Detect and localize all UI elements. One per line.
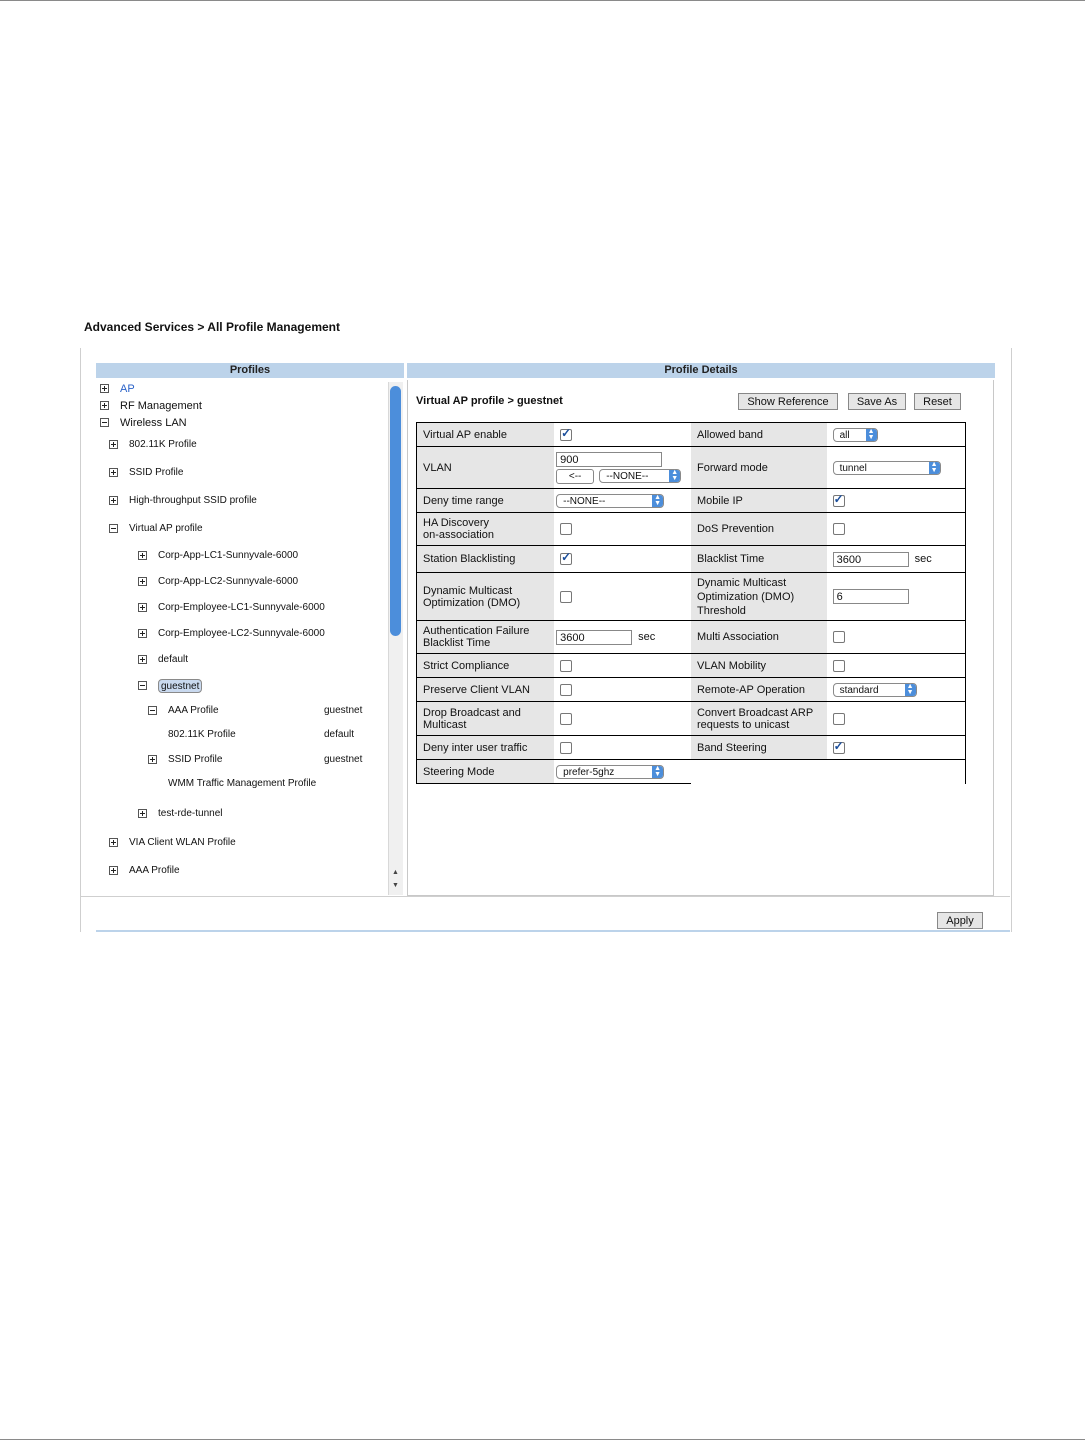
preserve-client-vlan-checkbox[interactable]: [560, 684, 572, 696]
preserve-client-vlan-label: Preserve Client VLAN: [417, 678, 555, 702]
mobile-ip-checkbox[interactable]: [833, 495, 845, 507]
band-steering-checkbox[interactable]: [833, 742, 845, 754]
dos-prevention-label: DoS Prevention: [691, 513, 827, 546]
deny-time-range-select[interactable]: --NONE-- ▲ ▼: [556, 494, 664, 508]
collapse-icon[interactable]: [100, 418, 109, 427]
show-reference-button[interactable]: Show Reference: [738, 393, 838, 410]
dmo-threshold-label: Dynamic Multicast Optimization (DMO) Threshold: [691, 573, 827, 621]
drop-broadcast-checkbox[interactable]: [560, 713, 572, 725]
vlan-select[interactable]: --NONE-- ▲ ▼: [599, 469, 681, 483]
dmo-threshold-input[interactable]: 6: [833, 589, 909, 604]
blacklist-time-label: Blacklist Time: [691, 546, 827, 573]
tree-scrollbar[interactable]: [388, 382, 403, 895]
bottom-bar: [96, 930, 1010, 932]
multi-association-checkbox[interactable]: [833, 631, 845, 643]
scroll-up-icon[interactable]: ▲: [392, 869, 399, 876]
vlan-input[interactable]: 900: [556, 452, 662, 467]
expand-icon[interactable]: [138, 577, 147, 586]
drop-broadcast-label: Drop Broadcast and Multicast: [417, 702, 555, 736]
profile-details-header: Profile Details: [407, 363, 995, 378]
ha-discovery-checkbox[interactable]: [560, 523, 572, 535]
select-arrows-icon: ▲ ▼: [929, 462, 940, 474]
expand-icon[interactable]: [138, 655, 147, 664]
allowed-band-select[interactable]: all ▲ ▼: [833, 428, 878, 442]
breadcrumb: Advanced Services > All Profile Management: [84, 320, 340, 334]
deny-inter-user-label: Deny inter user traffic: [417, 736, 555, 760]
vlan-mobility-label: VLAN Mobility: [691, 654, 827, 678]
apply-button[interactable]: Apply: [937, 912, 983, 929]
remote-ap-operation-select[interactable]: standard ▲ ▼: [833, 683, 917, 697]
profiles-tree: AP RF Management Wireless LAN 802.11K Profile SSID Profile High-throughput SSID profile Virtual AP profile Corp-App-LC1-Sunnyvale-6000 Corp-App-LC2-Sunnyvale-6000 Corp-Employee-LC1-Sunnyvale-6000 Corp-Employee-LC2-Sunnyvale-6000 default guestnet AAA Profile guestnet 802.11K Profile default SSID Profile guestnet WMM Traffic Management Profile test-rde-tunnel VIA Client WLAN Profile AAA Profile: [96, 380, 386, 895]
expand-icon[interactable]: [148, 755, 157, 764]
band-steering-label: Band Steering: [691, 736, 827, 760]
virtual-ap-properties-table: [416, 422, 966, 784]
expand-icon[interactable]: [138, 629, 147, 638]
mobile-ip-label: Mobile IP: [691, 489, 827, 513]
dmo-label: Dynamic Multicast Optimization (DMO): [417, 573, 555, 621]
convert-arp-label: Convert Broadcast ARP requests to unicast: [691, 702, 827, 736]
deny-inter-user-checkbox[interactable]: [560, 742, 572, 754]
details-title: Virtual AP profile > guestnet: [416, 395, 563, 407]
auth-failure-input[interactable]: 3600: [556, 630, 632, 645]
expand-icon[interactable]: [109, 866, 118, 875]
remote-ap-operation-label: Remote-AP Operation: [691, 678, 827, 702]
forward-mode-label: Forward mode: [691, 447, 827, 489]
select-arrows-icon: ▲ ▼: [652, 495, 663, 507]
expand-icon[interactable]: [138, 809, 147, 818]
deny-time-range-label: Deny time range: [417, 489, 555, 513]
dmo-checkbox[interactable]: [560, 591, 572, 603]
top-rule: [0, 0, 1085, 1]
reset-button[interactable]: Reset: [914, 393, 961, 410]
collapse-icon[interactable]: [138, 681, 147, 690]
steering-mode-label: Steering Mode: [417, 760, 555, 784]
select-arrows-icon: ▲ ▼: [669, 470, 680, 482]
profiles-header: Profiles: [96, 363, 404, 378]
select-arrows-icon: ▲ ▼: [652, 766, 663, 778]
vlan-mobility-checkbox[interactable]: [833, 660, 845, 672]
virtual-ap-enable-label: Virtual AP enable: [417, 423, 555, 447]
collapse-icon[interactable]: [109, 524, 118, 533]
collapse-icon[interactable]: [148, 706, 157, 715]
expand-icon[interactable]: [109, 440, 118, 449]
allowed-band-label: Allowed band: [691, 423, 827, 447]
expand-icon[interactable]: [138, 551, 147, 560]
multi-association-label: Multi Association: [691, 621, 827, 654]
apply-divider: [80, 896, 1010, 897]
expand-icon[interactable]: [109, 838, 118, 847]
bottom-rule: [0, 1439, 1085, 1440]
strict-compliance-label: Strict Compliance: [417, 654, 555, 678]
station-blacklisting-checkbox[interactable]: [560, 553, 572, 565]
expand-icon[interactable]: [100, 401, 109, 410]
save-as-button[interactable]: Save As: [848, 393, 906, 410]
dos-prevention-checkbox[interactable]: [833, 523, 845, 535]
virtual-ap-enable-checkbox[interactable]: [560, 429, 572, 441]
blacklist-time-input[interactable]: 3600: [833, 552, 909, 567]
scrollbar-thumb[interactable]: [390, 386, 401, 636]
strict-compliance-checkbox[interactable]: [560, 660, 572, 672]
expand-icon[interactable]: [109, 468, 118, 477]
ha-discovery-label: HA Discovery on-association: [417, 513, 555, 546]
expand-icon[interactable]: [109, 496, 118, 505]
forward-mode-select[interactable]: tunnel ▲ ▼: [833, 461, 941, 475]
vlan-add-button[interactable]: <--: [556, 469, 594, 484]
expand-icon[interactable]: [138, 603, 147, 612]
select-arrows-icon: ▲ ▼: [866, 429, 877, 441]
scroll-down-icon[interactable]: ▼: [392, 882, 399, 889]
select-arrows-icon: ▲ ▼: [905, 684, 916, 696]
steering-mode-select[interactable]: prefer-5ghz ▲ ▼: [556, 765, 664, 779]
auth-failure-label: Authentication Failure Blacklist Time: [417, 621, 555, 654]
auth-failure-unit: sec: [638, 631, 656, 643]
expand-icon[interactable]: [100, 384, 109, 393]
convert-arp-checkbox[interactable]: [833, 713, 845, 725]
vlan-label: VLAN: [417, 447, 555, 489]
station-blacklisting-label: Station Blacklisting: [417, 546, 555, 573]
blacklist-time-unit: sec: [914, 553, 932, 565]
